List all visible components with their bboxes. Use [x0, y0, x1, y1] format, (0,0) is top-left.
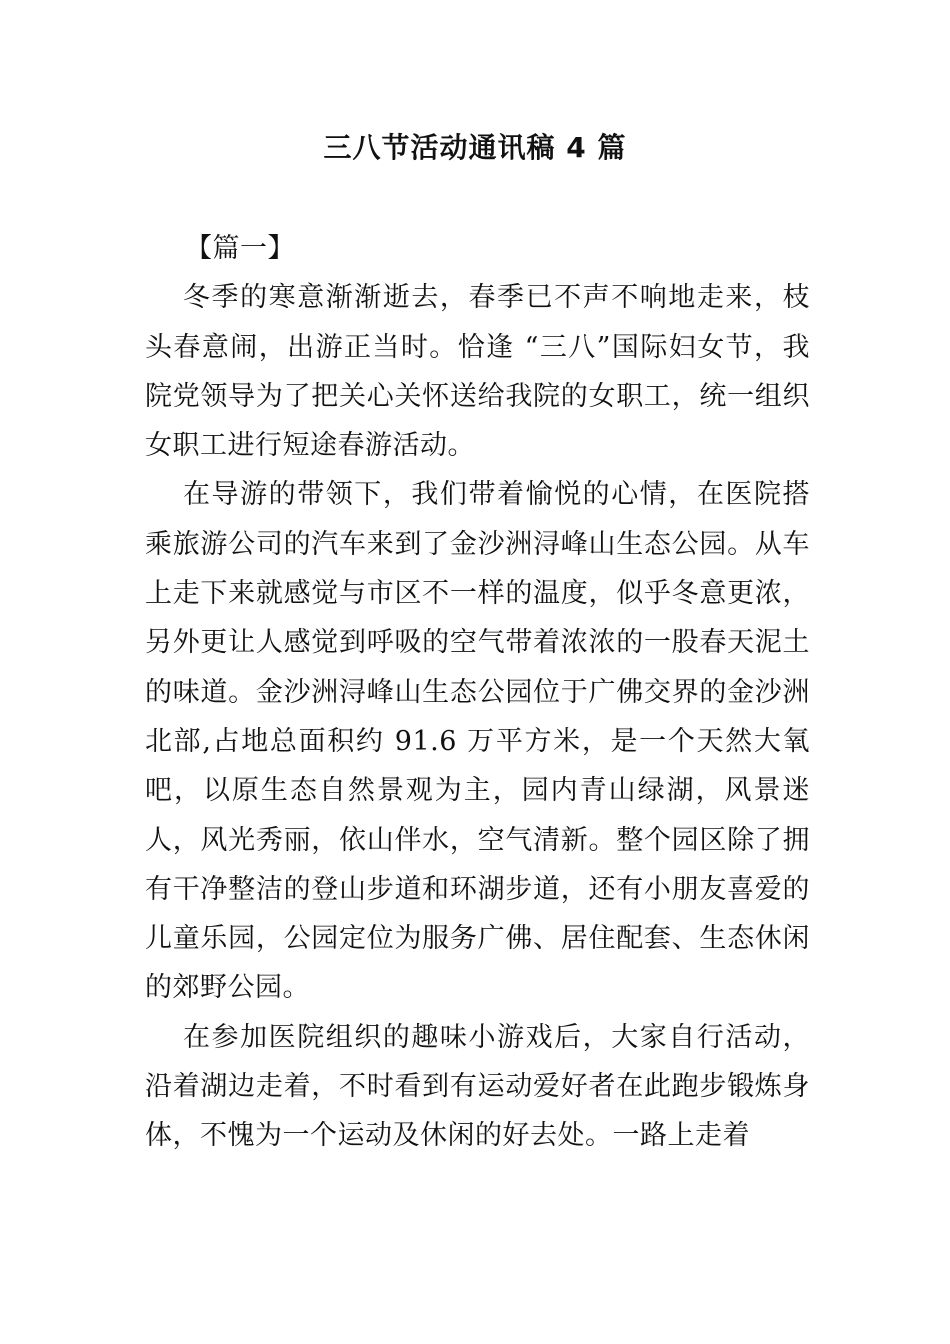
paragraph-3: 在参加医院组织的趣味小游戏后，大家自行活动，沿着湖边走着，不时看到有运动爱好者在此跑步锻炼身体，不愧为一个运动及休闲的好去处。一路上走着 — [145, 1021, 810, 1152]
section-label: 【篇一】 — [185, 233, 295, 264]
document-title: 三八节活动通讯稿 4 篇 — [323, 131, 627, 164]
paragraph-1: 冬季的寒意渐渐逝去，春季已不声不响地走来，枝头春意闹，出游正当时。恰逢 “三八”国际妇女节，我院党领导为了把关心关怀送给我院的女职工，统一组织女职工进行短途春游活动。 — [145, 282, 810, 462]
document-body — [145, 224, 810, 1161]
paragraph-2: 在导游的带领下，我们带着愉悦的心情，在医院搭乘旅游公司的汽车来到了金沙洲浔峰山生态公园。从车上走下来就感觉与市区不一样的温度，似乎冬意更浓，另外更让人感觉到呼吸的空气带着浓浓的一股春天泥土的味道。金沙洲浔峰山生态公园位于广佛交界的金沙洲北部,占地总面积约 91.6 万平方米，是一个天然大氧吧，以原生态自然景观为主，园内青山绿湖，风景迷人，风光秀丽，依山伴水，空气清新。整个园区除了拥有干净整洁的登山步道和环湖步道，还有小朋友喜爱的儿童乐园，公园定位为服务广佛、居住配套、生态休闲的郊野公园。 — [145, 479, 810, 1004]
